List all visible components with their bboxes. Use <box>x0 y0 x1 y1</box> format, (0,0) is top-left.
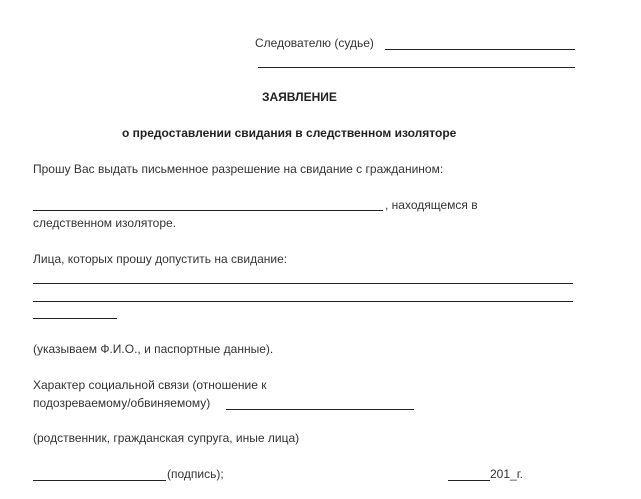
persons-field-3[interactable] <box>33 318 117 319</box>
date-day-field[interactable] <box>448 480 490 481</box>
addressee-second-field[interactable] <box>258 67 575 68</box>
document-subtitle: о предоставлении свидания в следственном изоляторе <box>122 126 457 140</box>
addressee-name-field[interactable] <box>385 49 575 50</box>
relation-hint: (родственник, гражданская супруга, иные лица) <box>33 431 300 445</box>
document-title: ЗАЯВЛЕНИЕ <box>262 90 337 104</box>
persons-field-2[interactable] <box>33 301 573 302</box>
detainee-name-field[interactable] <box>33 210 383 211</box>
located-suffix-text: , находящемся в <box>385 198 478 212</box>
addressee-label: Следователю (судье) <box>255 36 374 50</box>
request-text: Прошу Вас выдать письменное разрешение на свидание с гражданином: <box>33 162 444 176</box>
signature-label: (подпись); <box>167 467 224 481</box>
relation-line1: Характер социальной связи (отношение к <box>33 378 267 392</box>
persons-label: Лица, которых прошу допустить на свидание: <box>33 252 288 266</box>
located-line2-text: следственном изоляторе. <box>33 216 177 230</box>
persons-hint: (указываем Ф.И.О., и паспортные данные). <box>33 342 274 356</box>
relation-field[interactable] <box>226 409 414 410</box>
year-suffix: 201_г. <box>490 467 523 481</box>
relation-line2: подозреваемому/обвиняемому) <box>33 396 211 410</box>
persons-field-1[interactable] <box>33 283 573 284</box>
signature-field[interactable] <box>33 480 166 481</box>
